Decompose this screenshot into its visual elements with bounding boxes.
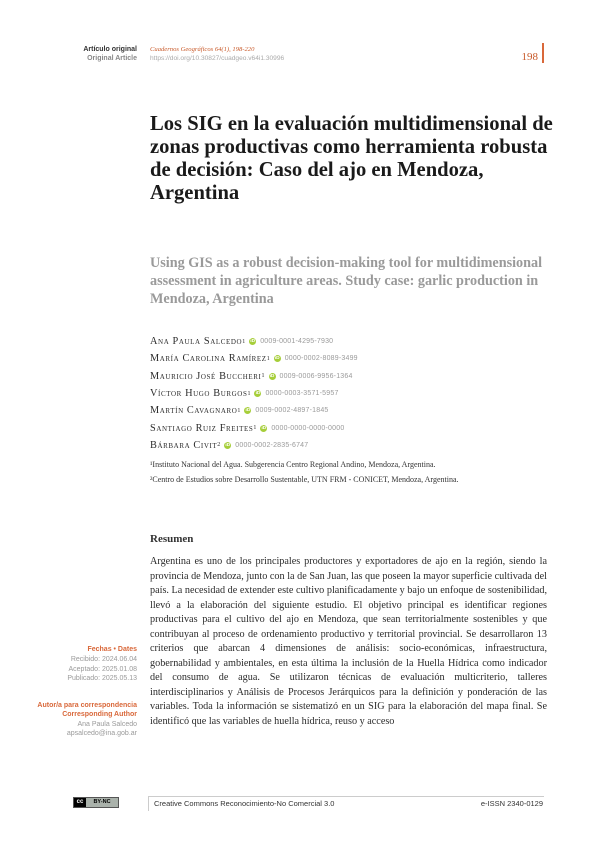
orcid-id[interactable]: 0009-0001-4295-7930 (260, 338, 334, 346)
author-row (150, 437, 550, 454)
author-row (150, 368, 550, 385)
author-affiliation-mark: 1 (253, 425, 257, 432)
author-name: Bárbara Civit (150, 439, 218, 451)
author-affiliation-mark: 1 (247, 390, 251, 397)
abstract-heading: Resumen (150, 533, 194, 545)
page-number: 198 (521, 51, 538, 63)
orcid-id[interactable]: 0000-0000-0000-0000 (271, 424, 345, 432)
author-row (150, 419, 550, 436)
orcid-id[interactable]: 0009-0002-4897-1845 (255, 407, 329, 415)
author-affiliation-mark: 1 (242, 338, 246, 345)
correspondence-email[interactable]: apsalcedo@ina.gob.ar (66, 729, 137, 737)
orcid-icon[interactable]: iD (261, 425, 267, 431)
author-name: Mauricio José Buccheri (150, 370, 262, 382)
author-row (150, 333, 550, 350)
affiliation-1: ¹Instituto Nacional del Agua. Subgerencia Centro Regional Andino, Mendoza, Argentina. (150, 460, 436, 469)
orcid-icon[interactable]: iD (274, 356, 280, 362)
orcid-icon[interactable]: iD (255, 391, 261, 397)
author-name: María Carolina Ramírez (150, 353, 267, 365)
author-name: Martín Cavagnaro (150, 405, 238, 417)
issn: e-ISSN 2340-0129 (480, 799, 543, 808)
article-type (83, 45, 137, 63)
correspondence-heading-es: Autor/a para correspondencia (37, 702, 137, 709)
dates-heading: Fechas • Dates (87, 646, 137, 653)
license-text: Creative Commons Reconocimiento-No Comercial 3.0 (154, 799, 335, 808)
orcid-icon[interactable]: iD (245, 408, 251, 414)
title-english: Using GIS as a robust decision-making tool for multidimensional assessment in agriculture areas. Study case: garlic production in Mendoza, Argentina (150, 255, 543, 307)
date-received: Recibido: 2024.06.04 (70, 656, 137, 664)
page-accent-bar (542, 43, 544, 63)
correspondence-heading-en: Corresponding Author (62, 711, 137, 719)
orcid-icon[interactable]: iD (250, 339, 256, 345)
cc-badge-text: BY-NC (93, 799, 111, 805)
correspondence-block (37, 701, 137, 738)
correspondence-name: Ana Paula Salcedo (77, 720, 137, 728)
doi-link[interactable]: https://doi.org/10.30827/cuadgeo.v64i1.30996 (150, 55, 285, 62)
author-affiliation-mark: 2 (217, 442, 221, 449)
journal-name: Cuadernos Geográficos 64(1), 198-220 (150, 46, 255, 53)
author-row (150, 350, 550, 367)
author-affiliation-mark: 1 (261, 373, 265, 380)
cc-license-badge[interactable] (73, 797, 119, 808)
article-type-es: Artículo original (83, 46, 137, 53)
footer-divider-vertical (148, 796, 149, 811)
author-affiliation-mark: 1 (266, 355, 270, 362)
author-name: Víctor Hugo Burgos (150, 388, 248, 400)
orcid-id[interactable]: 0009-0006-9956-1364 (279, 372, 353, 380)
cc-icon: cc (74, 798, 86, 807)
journal-info (150, 45, 284, 63)
date-accepted: Aceptado: 2025.01.08 (68, 665, 137, 673)
affiliation-2: ²Centro de Estudios sobre Desarrollo Sustentable, UTN FRM - CONICET, Mendoza, Argentina. (150, 475, 459, 484)
orcid-icon[interactable]: iD (269, 373, 275, 379)
author-name: Santiago Ruiz Freites (150, 422, 254, 434)
article-type-en: Original Article (87, 55, 137, 62)
orcid-icon[interactable]: iD (225, 442, 231, 448)
orcid-id[interactable]: 0000-0002-2835-6747 (235, 441, 309, 449)
author-name: Ana Paula Salcedo (150, 336, 243, 348)
orcid-id[interactable]: 0000-0002-8089-3499 (284, 355, 358, 363)
author-list (150, 333, 550, 454)
title-spanish: Los SIG en la evaluación multidimensional de zonas productivas como herramienta robusta de decisión: Caso del ajo en Mendoza, Argentina (150, 113, 553, 204)
dates-block (67, 645, 137, 683)
date-published: Publicado: 2025.05.13 (67, 674, 137, 682)
footer-divider (148, 796, 544, 797)
author-row (150, 385, 550, 402)
author-affiliation-mark: 1 (237, 407, 241, 414)
abstract-text: Argentina es uno de los principales productores y exportadores de ajo en la región, siendo la provincia de Mendoza, junto con la de San Juan, las que poseen la mayor superficie cultivada del país. La necesidad de extender este cultivo planificadamente y bajo un enfoque de sostenibilidad, llevó a la elaboración del siguiente estudio. El objetivo principal es identificar regiones productivas para el cultivo del ajo en Mendoza, que sean territorialmente sostenibles y que contribuyan al proceso de ordenamiento productivo y territorial provincial. Se desarrollaron 13 criterios que abarcan 4 dimensiones de análisis: socio-económicas, infraestructura, gobernabilidad y ambientales, en esta última la inclusión de la Huella Hídrica como indicador del consumo de agua. Se utilizaron técnicas de evaluación multicriterio, talleres interdisciplinarios y Análisis de Procesos Jerárquicos para la definición y ponderación de las variables. Toda la información se sistematizó en un SIG para la elaboración del mapa final. Se identificó que las variables de huella hídrica, reuso y acceso (150, 556, 547, 727)
author-row (150, 402, 550, 419)
orcid-id[interactable]: 0000-0003-3571-5957 (265, 390, 339, 398)
